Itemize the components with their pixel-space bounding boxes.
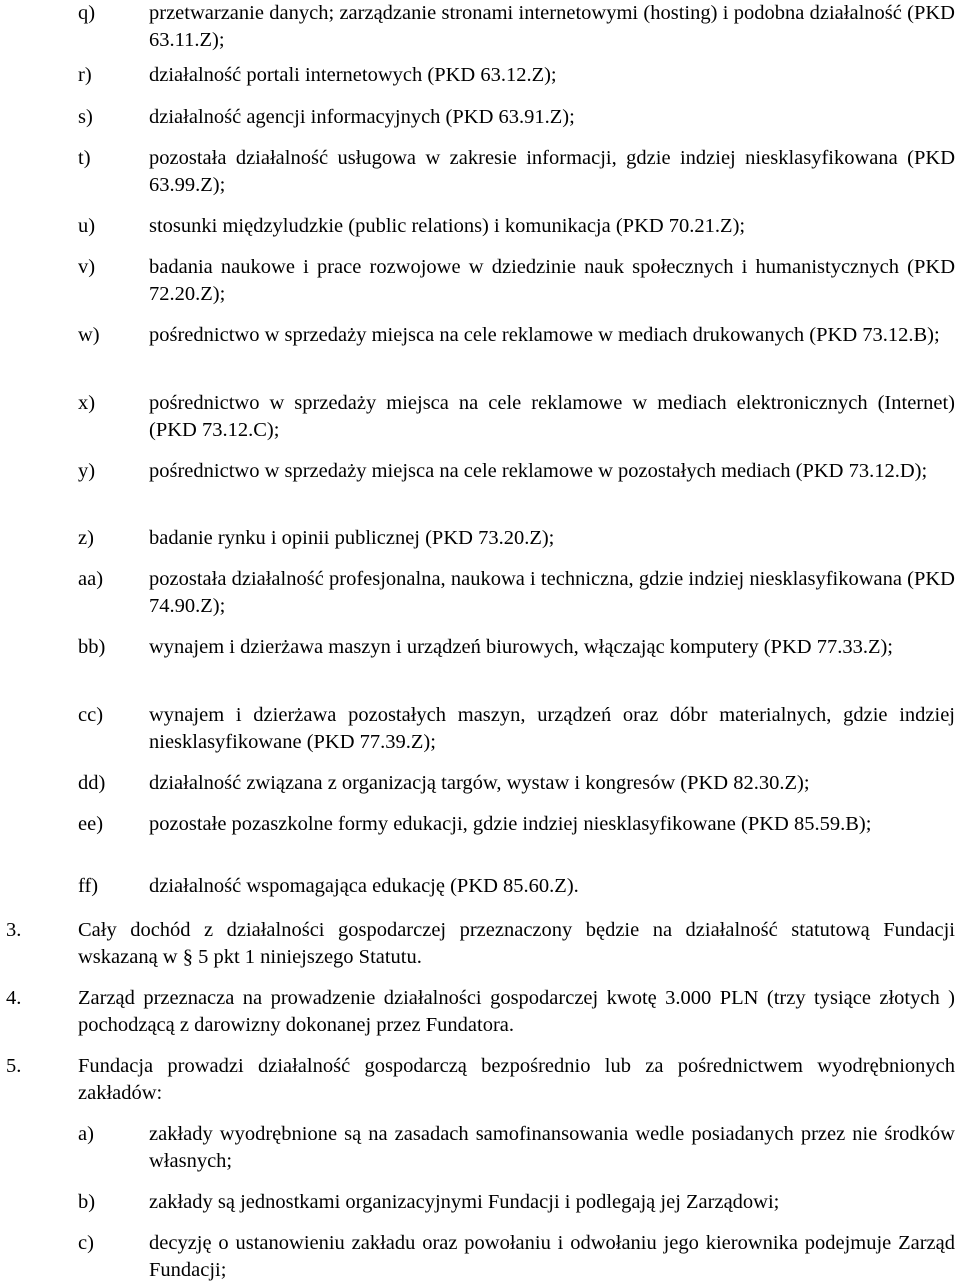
list-item-text: badanie rynku i opinii publicznej (PKD 73.20.Z); <box>149 527 555 549</box>
list-item-label: w) <box>78 324 100 346</box>
list-item-text: przetwarzanie danych; zarządzanie stronami internetowymi (hosting) i podobna działalność (PKD 63.11.Z); <box>149 2 955 51</box>
list-item-label: dd) <box>78 772 106 794</box>
list-item-label: ee) <box>78 813 104 835</box>
paragraph-number: 4. <box>6 987 22 1009</box>
list-item-text: działalność związana z organizacją targów, wystaw i kongresów (PKD 82.30.Z); <box>149 772 810 794</box>
list-item-text: stosunki międzyludzkie (public relations) i komunikacja (PKD 70.21.Z); <box>149 215 746 237</box>
list-item-label: bb) <box>78 636 106 658</box>
list-item-label: q) <box>78 2 96 24</box>
list-item-label: v) <box>78 256 96 278</box>
list-item-text: decyzję o ustanowieniu zakładu oraz powołaniu i odwołaniu jego kierownika podejmuje Zarząd Fundacji; <box>149 1232 955 1281</box>
list-item-text: wynajem i dzierżawa maszyn i urządzeń biurowych, włączając komputery (PKD 77.33.Z); <box>149 636 893 658</box>
list-item-text: pozostała działalność usługowa w zakresie informacji, gdzie indziej niesklasyfikowana (PKD 63.99.Z); <box>149 147 955 196</box>
list-item-label: r) <box>78 64 92 86</box>
paragraph-text: Cały dochód z działalności gospodarczej przeznaczony będzie na działalność statutową Fundacji wskazaną w § 5 pkt 1 niniejszego Statutu. <box>78 919 955 968</box>
list-item-text: pośrednictwo w sprzedaży miejsca na cele reklamowe w mediach drukowanych (PKD 73.12.B); <box>149 324 940 346</box>
list-item-label: a) <box>78 1123 94 1145</box>
list-item-label: ff) <box>78 875 99 897</box>
list-item-text: badania naukowe i prace rozwojowe w dziedzinie nauk społecznych i humanistycznych (PKD 72.20.Z); <box>149 256 955 305</box>
paragraph-text: Zarząd przeznacza na prowadzenie działalności gospodarczej kwotę 3.000 PLN (trzy tysiące złotych ) pochodzącą z darowizny dokonanej przez Fundatora. <box>78 987 955 1036</box>
list-item-label: s) <box>78 106 93 128</box>
list-item-text: zakłady wyodrębnione są na zasadach samofinansowania wedle posiadanych przez nie środków własnych; <box>149 1123 955 1172</box>
list-item-label: aa) <box>78 568 104 590</box>
list-item-label: t) <box>78 147 91 169</box>
list-item-text: pozostałe pozaszkolne formy edukacji, gdzie indziej niesklasyfikowane (PKD 85.59.B); <box>149 813 872 835</box>
list-item-label: c) <box>78 1232 94 1254</box>
list-item-text: pośrednictwo w sprzedaży miejsca na cele reklamowe w mediach elektronicznych (Internet) (PKD 73.12.C); <box>149 392 955 441</box>
list-item-text: pośrednictwo w sprzedaży miejsca na cele reklamowe w pozostałych mediach (PKD 73.12.D); <box>149 460 928 482</box>
paragraph-number: 5. <box>6 1055 22 1077</box>
list-item-text: działalność portali internetowych (PKD 63.12.Z); <box>149 64 557 86</box>
paragraph-number: 3. <box>6 919 22 941</box>
list-item-text: zakłady są jednostkami organizacyjnymi Fundacji i podlegają jej Zarządowi; <box>149 1191 780 1213</box>
list-item-label: y) <box>78 460 96 482</box>
paragraph-text: Fundacja prowadzi działalność gospodarczą bezpośrednio lub za pośrednictwem wyodrębnionych zakładów: <box>78 1055 955 1104</box>
list-item-text: działalność wspomagająca edukację (PKD 85.60.Z). <box>149 875 579 897</box>
list-item-label: x) <box>78 392 96 414</box>
list-item-label: u) <box>78 215 96 237</box>
list-item-label: z) <box>78 527 94 549</box>
list-item-text: pozostała działalność profesjonalna, naukowa i techniczna, gdzie indziej niesklasyfikowana (PKD 74.90.Z); <box>149 568 955 617</box>
list-item-label: b) <box>78 1191 96 1213</box>
list-item-text: wynajem i dzierżawa pozostałych maszyn, urządzeń oraz dóbr materialnych, gdzie indziej niesklasyfikowane (PKD 77.39.Z); <box>149 704 955 753</box>
list-item-text: działalność agencji informacyjnych (PKD 63.91.Z); <box>149 106 575 128</box>
list-item-label: cc) <box>78 704 104 726</box>
